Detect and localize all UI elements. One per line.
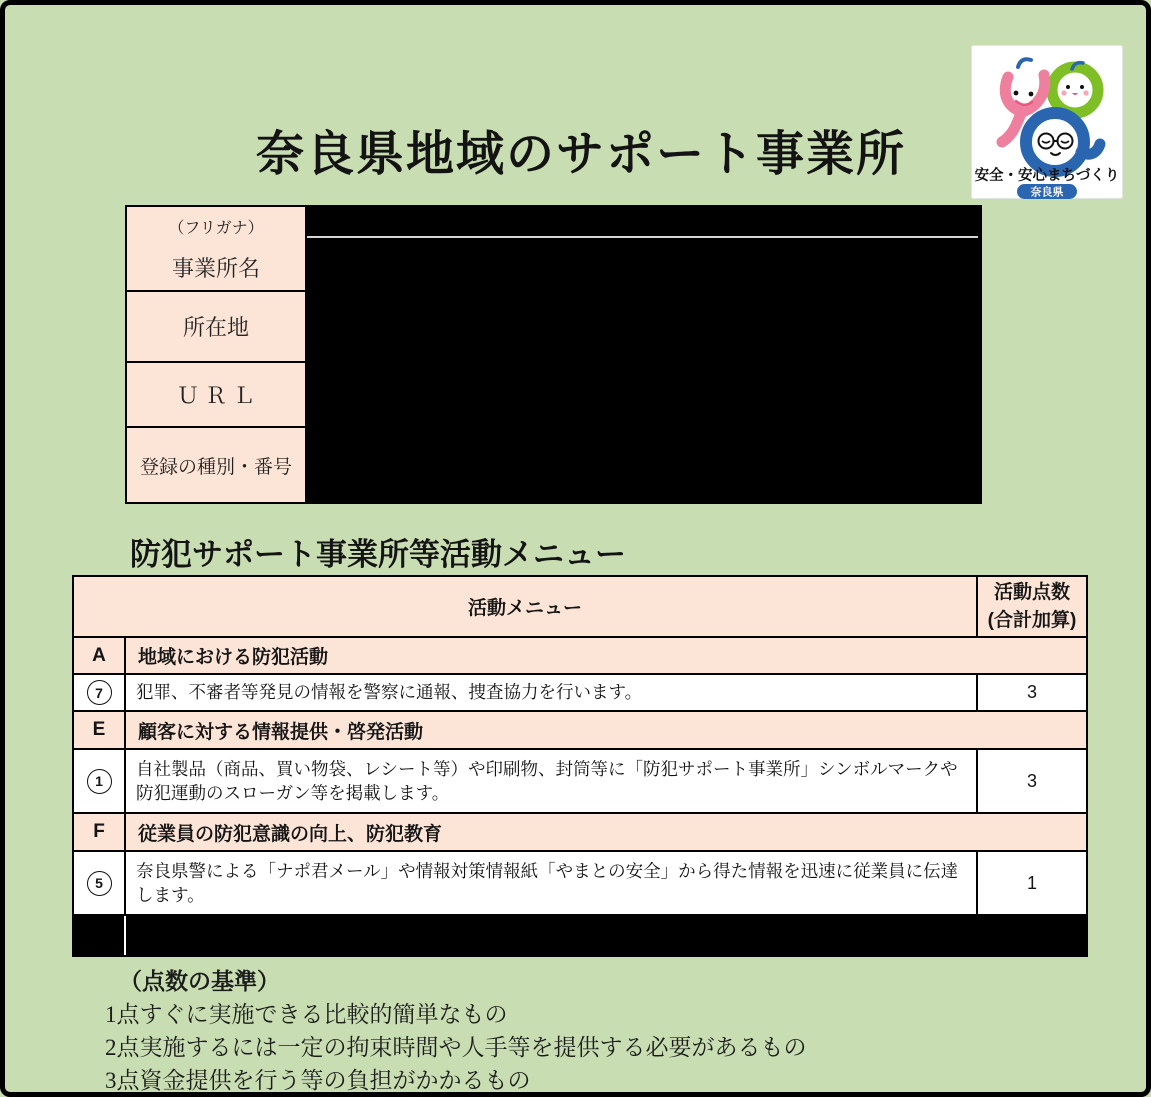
registration-label: 登録の種別・番号	[139, 456, 292, 478]
column-header-menu: 活動メニュー	[74, 577, 976, 636]
furigana-label: （フリガナ）	[168, 219, 264, 237]
glasses-icon	[1039, 134, 1054, 149]
item-score-5: 1	[978, 852, 1086, 914]
category-code-E: E	[74, 712, 124, 748]
safety-town-logo	[971, 45, 1123, 199]
address-value-redacted	[307, 292, 980, 361]
item-text-7: 犯罪、不審者等発見の情報を警察に通報、捜査協力を行います。	[126, 675, 976, 710]
category-code-A: A	[74, 638, 124, 673]
logo-caption: 安全・安心まちづくり	[974, 168, 1120, 184]
category-text-A: 地域における防犯活動	[126, 638, 1086, 673]
category-text-F: 従業員の防犯意識の向上、防犯教育	[126, 814, 1086, 850]
category-text-E: 顧客に対する情報提供・啓発活動	[126, 712, 1086, 748]
business-info-table	[125, 205, 982, 504]
furigana-divider-line	[307, 236, 978, 238]
score-header-line2: (合計加算)	[987, 609, 1077, 631]
url-value-redacted	[307, 363, 980, 426]
item-code-5	[74, 852, 124, 914]
score-criteria-note	[105, 965, 807, 1097]
circled-number-icon: 7	[87, 680, 112, 705]
category-code-F: F	[74, 814, 124, 850]
item-score-1: 3	[978, 750, 1086, 812]
column-header-score	[978, 577, 1086, 636]
circled-number-icon: 1	[87, 769, 112, 794]
page-title: 奈良県地域のサポート事業所	[255, 128, 906, 181]
pink-mascot-curl-icon	[1018, 59, 1031, 67]
circled-number-icon: 5	[87, 871, 112, 896]
item-code-1	[74, 750, 124, 812]
info-label-business-name	[127, 207, 305, 290]
redacted-row-divider	[124, 916, 126, 955]
registration-value-redacted	[307, 428, 980, 502]
address-label: 所在地	[182, 315, 249, 340]
info-label-registration	[127, 428, 305, 502]
business-name-value-redacted	[307, 207, 980, 290]
score-criteria-line-3: 3点資金提供を行う等の負担がかかるもの	[105, 1068, 531, 1093]
item-text-1: 自社製品（商品、買い物袋、レシート等）や印刷物、封筒等に「防犯サポート事業所」シンボルマークや防犯運動のスローガン等を掲載します。	[126, 750, 976, 812]
business-name-label: 事業所名	[171, 255, 260, 281]
score-criteria-line-1: 1点すぐに実施できる比較的簡単なもの	[105, 1002, 508, 1027]
item-code-7	[74, 675, 124, 710]
url-label: ＵＲＬ	[176, 383, 261, 408]
redacted-table-row	[74, 916, 1086, 955]
logo-badge-label: 奈良県	[1030, 186, 1064, 199]
activity-section-title: 防犯サポート事業所等活動メニュー	[130, 537, 626, 572]
score-criteria-title: （点数の基準）	[119, 969, 280, 994]
item-score-7: 3	[978, 675, 1086, 710]
item-text-5: 奈良県警による「ナポ君メール」や情報対策情報紙「やまとの安全」から得た情報を迅速に従業員に伝達します。	[126, 852, 976, 914]
info-label-url	[127, 363, 305, 426]
green-mascot-icon	[1052, 67, 1098, 113]
score-criteria-line-2: 2点実施するには一定の拘束時間や人手等を提供する必要があるもの	[105, 1035, 807, 1060]
activity-menu-table	[72, 575, 1088, 957]
mascot-logo-graphic	[971, 45, 1123, 199]
score-header-line1: 活動点数	[993, 581, 1070, 603]
info-label-address	[127, 292, 305, 361]
